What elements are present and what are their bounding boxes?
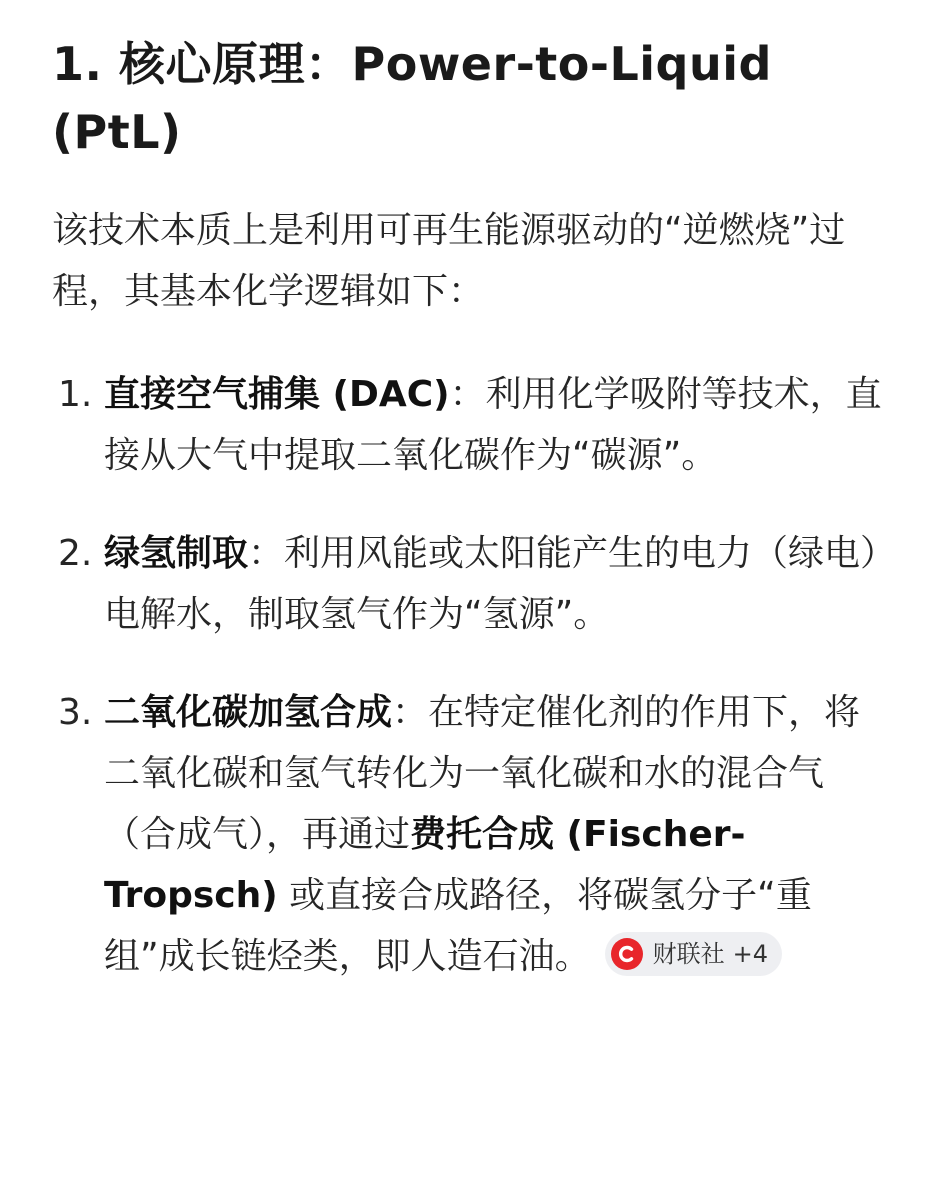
step-title: 绿氢制取 xyxy=(104,533,249,574)
steps-list xyxy=(52,364,884,987)
intro-paragraph: 该技术本质上是利用可再生能源驱动的“逆燃烧”过程，其基本化学逻辑如下： xyxy=(52,210,846,312)
step-text: ：利用化学吸附等技术，直接从大气中提取二氧化碳作为“碳源”。 xyxy=(104,374,882,476)
source-count: +4 xyxy=(732,940,769,968)
list-number: 1. xyxy=(58,374,93,415)
source-label: 财联社 xyxy=(652,940,725,968)
list-item-dac xyxy=(52,364,884,486)
step-text: ：在特定催化剂的作用下，将二氧化碳和氢气转化为一氧化碳和水的混合气（合成气），再通过 xyxy=(104,692,861,855)
list-number: 3. xyxy=(58,692,93,733)
list-item-co2-hydrogenation xyxy=(52,682,884,987)
list-item-green-hydrogen xyxy=(52,523,884,645)
list-number: 2. xyxy=(58,533,93,574)
step-title: 直接空气捕集 (DAC) xyxy=(104,374,450,415)
cls-logo-icon xyxy=(611,938,643,970)
step-text: 或直接合成路径，将碳氢分子“重组”成长链烃类，即人造石油。 xyxy=(104,875,812,977)
fischer-tropsch-term: 费托合成 (Fischer-Tropsch) xyxy=(104,814,746,916)
section-heading: 1. 核心原理：Power-to-Liquid (PtL) xyxy=(52,37,772,159)
step-text: ：利用风能或太阳能产生的电力（绿电）电解水，制取氢气作为“氢源”。 xyxy=(104,533,879,635)
source-chip[interactable] xyxy=(605,932,782,976)
step-title: 二氧化碳加氢合成 xyxy=(104,692,393,733)
